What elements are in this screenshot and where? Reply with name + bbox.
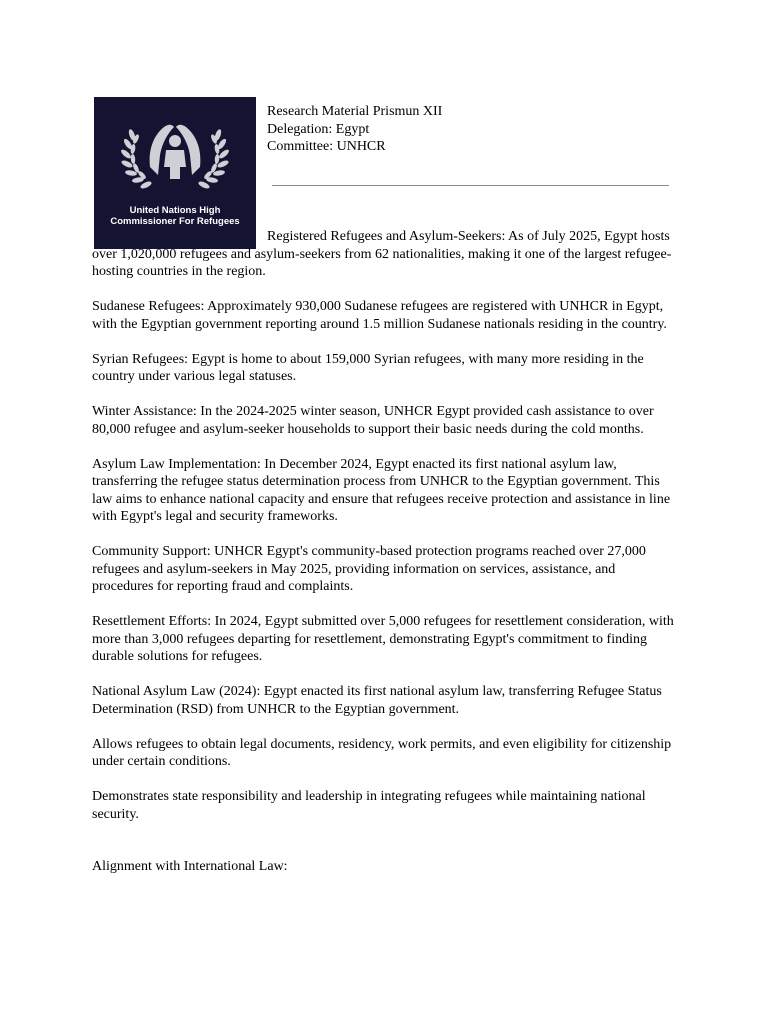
paragraph-legal-documents: Allows refugees to obtain legal documents, residency, work permits, and even eligibility for citizenship under certain conditions. xyxy=(92,736,672,769)
paragraph-registered-refugees: Registered Refugees and Asylum-Seekers: As of July 2025, Egypt hosts over 1,020,000 refugees and asylum-seekers from 62 nationalities, making it one of the largest refugee-hosting countries in the region. xyxy=(92,229,672,279)
paragraph-resettlement-efforts: Resettlement Efforts: In 2024, Egypt submitted over 5,000 refugees for resettlement consideration, with more than 3,000 refugees departing for resettlement, demonstrating Egypt's commitment to finding durable solutions for refugees. xyxy=(92,614,674,664)
header-title: Research Material Prismun XII xyxy=(267,104,443,119)
document-body xyxy=(92,228,676,893)
paragraph-sudanese-refugees: Sudanese Refugees: Approximately 930,000 Sudanese refugees are registered with UNHCR in Egypt, with the Egyptian government reporting around 1.5 million Sudanese nationals residing in the country. xyxy=(92,299,667,332)
paragraph-asylum-law-implementation: Asylum Law Implementation: In December 2024, Egypt enacted its first national asylum law, transferring the refugee status determination process from UNHCR to the Egyptian government. This law aims to enhance national capacity and ensure that refugees receive protection and assistance in line with Egypt's legal and security frameworks. xyxy=(92,456,671,524)
paragraph-state-responsibility: Demonstrates state responsibility and leadership in integrating refugees while maintaining national security. xyxy=(92,789,646,822)
logo-caption-line2: Commissioner For Refugees xyxy=(110,216,240,227)
paragraph-winter-assistance: Winter Assistance: In the 2024-2025 winter season, UNHCR Egypt provided cash assistance to over 80,000 refugee and asylum-seeker households to support their basic needs during the cold months. xyxy=(92,404,654,437)
horizontal-rule xyxy=(272,185,669,186)
paragraph-syrian-refugees: Syrian Refugees: Egypt is home to about 159,000 Syrian refugees, with many more residing in the country under various legal statuses. xyxy=(92,351,644,384)
paragraph-national-asylum-law: National Asylum Law (2024): Egypt enacted its first national asylum law, transferring Refugee Status Determination (RSD) from UNHCR to the Egyptian government. xyxy=(92,684,662,717)
document-header xyxy=(267,103,442,156)
unhcr-logo xyxy=(94,97,256,249)
header-committee: Committee: UNHCR xyxy=(267,139,386,154)
header-delegation: Delegation: Egypt xyxy=(267,121,370,137)
paragraph-alignment-heading: Alignment with International Law: xyxy=(92,859,288,874)
paragraph-community-support: Community Support: UNHCR Egypt's community-based protection programs reached over 27,000 refugees and asylum-seekers in May 2025, providing information on services, assistance, and procedures for reporting fraud and complaints. xyxy=(92,544,646,594)
logo-caption-line1: United Nations High xyxy=(129,205,221,216)
logo-caption xyxy=(94,205,256,227)
